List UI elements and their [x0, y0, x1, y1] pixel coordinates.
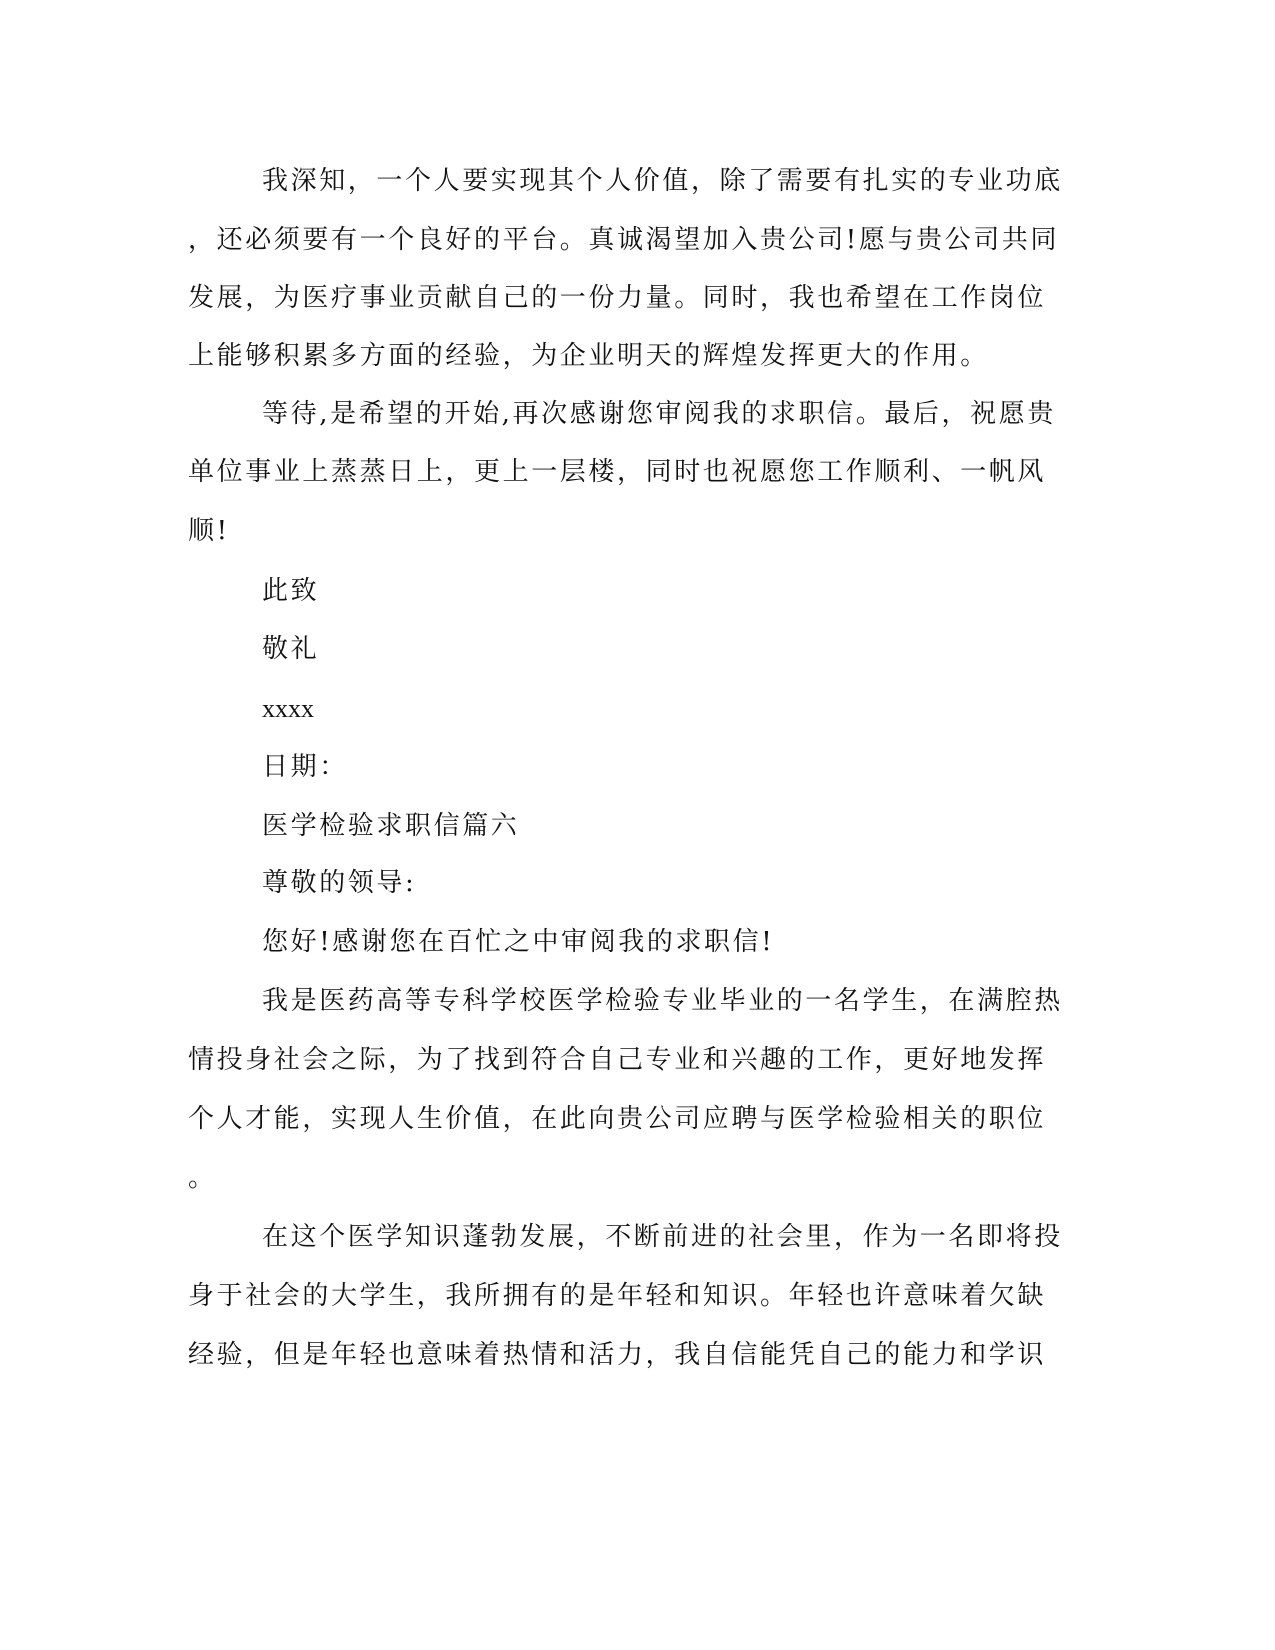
paragraph-line: 顺!	[188, 516, 230, 546]
paragraph-line: 上能够积累多方面的经验，为企业明天的辉煌发挥更大的作用。	[188, 341, 989, 371]
paragraph-line: 等待,是希望的开始,再次感谢您审阅我的求职信。最后，祝愿贵	[262, 399, 1056, 429]
paragraph-line: 经验，但是年轻也意味着热情和活力，我自信能凭自己的能力和学识	[188, 1340, 1047, 1370]
signature-line: xxxx	[262, 694, 314, 723]
paragraph-line: 您好!感谢您在百忙之中审阅我的求职信!	[262, 927, 775, 957]
paragraph-line: 我是医药高等专科学校医学检验专业毕业的一名学生，在满腔热	[262, 986, 1063, 1016]
paragraph-line: 身于社会的大学生，我所拥有的是年轻和知识。年轻也许意味着欠缺	[188, 1281, 1047, 1311]
paragraph-line: 单位事业上蒸蒸日上，更上一层楼，同时也祝愿您工作顺利、一帆风	[188, 457, 1047, 487]
paragraph-line: 发展，为医疗事业贡献自己的一份力量。同时，我也希望在工作岗位	[188, 283, 1047, 313]
section-title: 医学检验求职信篇六	[262, 811, 520, 841]
paragraph-line: 在这个医学知识蓬勃发展，不断前进的社会里，作为一名即将投	[262, 1222, 1063, 1252]
salutation-line: 敬礼	[262, 634, 320, 664]
paragraph-line: 情投身社会之际，为了找到符合自己专业和兴趣的工作，更好地发挥	[188, 1045, 1047, 1075]
paragraph-line: 个人才能，实现人生价值，在此向贵公司应聘与医学检验相关的职位	[188, 1104, 1047, 1134]
greeting-line: 尊敬的领导:	[262, 868, 417, 898]
closing-line: 此致	[262, 576, 320, 606]
paragraph-line: ，还必须要有一个良好的平台。真诚渴望加入贵公司!愿与贵公司共同	[188, 225, 1060, 255]
paragraph-line: 我深知，一个人要实现其个人价值，除了需要有扎实的专业功底	[262, 166, 1063, 196]
date-line: 日期：	[262, 752, 348, 782]
paragraph-line: 。	[188, 1163, 217, 1193]
